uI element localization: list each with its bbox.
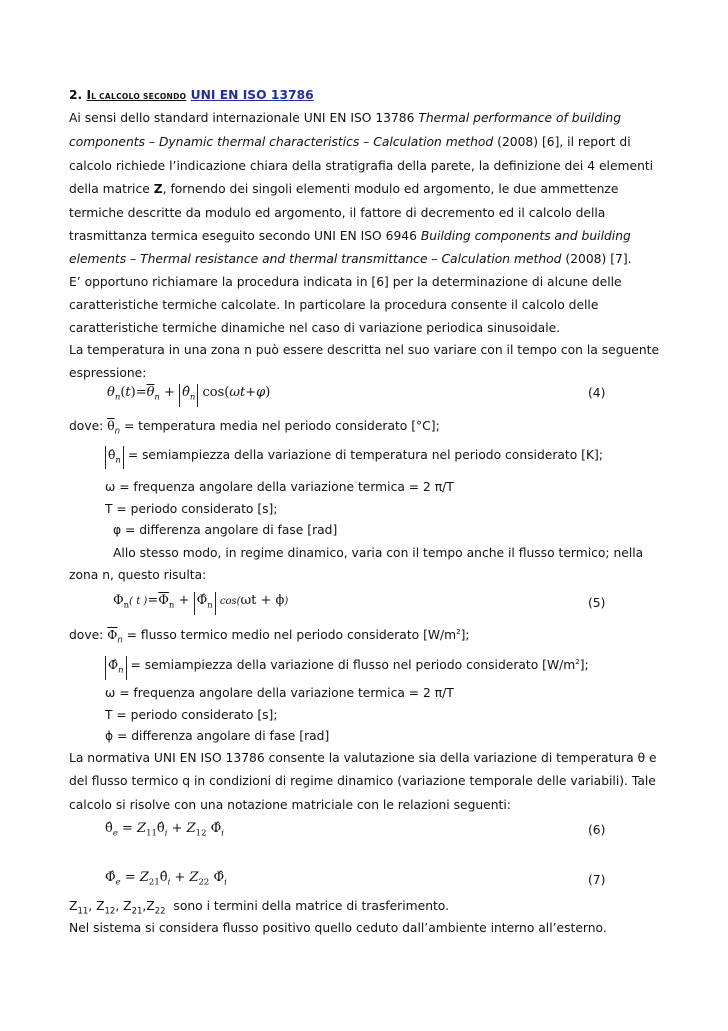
para1-line1: Ai sensi dello standard internazionale UNI EN ISO 13786 Thermal performance of building [69,111,622,125]
para5-line2: del flusso termico q in condizioni di regime dinamico (variazione temporale delle variabili). Tale [69,774,656,788]
defs2-line-phi-mean: dove: $\overline{\Phi}_n$ = flusso termico medio nel periodo considerato $[W/m^2]$; [69,628,470,646]
equation-6-number: (6) [588,823,606,837]
para2-line1: E’ opportuno richiamare la procedura indicata in [6] per la determinazione di alcune delle [69,275,622,289]
equation-6: $\thetâ_e$ = $Z_{11}\thetâ_i + Z_{12}$ $\Phî_i$ [105,821,225,839]
para1-line2: components – Dynamic thermal characteristics – Calculation method (2008) [6], il report di [69,135,631,149]
defs2-line-phase: ϕ = differenza angolare di fase [rad] [105,729,330,743]
defs2-line-omega: ω = frequenza angolare della variazione termica = 2 π/T [105,686,454,700]
defs1-line-theta-amp: $\thetâ_n$ = semiampiezza della variazione di temperatura nel periodo considerato [K]; [105,446,603,469]
equation-7-number: (7) [588,873,606,887]
para1-line7: elements – Thermal resistance and thermal transmittance – Calculation method (2008) [7]. [69,252,632,266]
title-capital: I [86,88,92,102]
defs1-line-theta-mean: dove: $\overline{\theta}_n$ = temperatura media nel periodo considerato [°C]; [69,419,440,437]
section-number: 2. [69,88,83,102]
title-small-caps: L CALCOLO SECONDO [91,92,187,101]
section-title [69,87,314,105]
para4-line1: Allo stesso modo, in regime dinamico, varia con il tempo anche il flusso termico; nella [113,546,644,560]
para2-line2: caratteristiche termiche calcolate. In particolare la procedura consente il calcolo delle [69,298,599,312]
equation-7: $\Phî_e$ = $Z_{21}\thetâ_i + Z_{22}$ $\Phî_i$ [105,870,227,888]
defs1-line-omega: ω = frequenza angolare della variazione termica = 2 π/T [105,480,454,494]
para5-line3: calcolo si risolve con una notazione matriciale con le relazioni seguenti: [69,798,511,812]
title-standard: UNI EN ISO 13786 [190,88,314,102]
defs1-line-period: T = periodo considerato [s]; [105,502,278,516]
defs1-line-phase: φ = differenza angolare di fase [rad] [113,523,338,537]
para1-line4: della matrice Z, fornendo dei singoli elementi modulo ed argomento, le due ammettenze [69,182,619,196]
equation-4-number: (4) [588,386,606,400]
defs2-line-phi-amp: $\Phî_n$ = semiampiezza della variazione di flusso nel periodo considerato $[W/m^2]$; [105,653,589,680]
defs2-line-period: T = periodo considerato [s]; [105,708,278,722]
para1-line3: calcolo richiede l’indicazione chiara della stratigrafia della parete, la definizione dei 4 elementi [69,159,654,173]
para1-line6: trasmittanza termica eseguito secondo UNI EN ISO 6946 Building components and building [69,229,631,243]
para6-line2: Nel sistema si considera flusso positivo quello ceduto dall’ambiente interno all’esterno. [69,921,607,935]
para6-line1: $Z_{11}$, $Z_{12}$, $Z_{21},Z_{22}$ sono i termini della matrice di trasferimento. [69,899,450,917]
equation-5: $\Phi_n$( t )$=\overline{\Phi}_n$ + $\Phî_n$ cos(ωt + ϕ) [113,591,288,616]
equation-5-number: (5) [588,596,606,610]
para2-line3: caratteristiche termiche dinamiche nel caso di variazione periodica sinusoidale. [69,321,561,335]
para5-line1: La normativa UNI EN ISO 13786 consente la valutazione sia della variazione di temperatura θ e [69,751,657,765]
equation-4: $\theta_n(t)=\overline{\theta}_n$ + $\thetâ_n$ cos(ωt+φ) [107,383,270,408]
para1-line5: termiche descritte da modulo ed argomento, il fattore di decremento ed il calcolo della [69,206,606,220]
para3-line1: La temperatura in una zona n può essere descritta nel suo variare con il tempo con la seguente [69,343,660,357]
para4-line2: zona n, questo risulta: [69,568,207,582]
para3-line2: espressione: [69,366,147,380]
